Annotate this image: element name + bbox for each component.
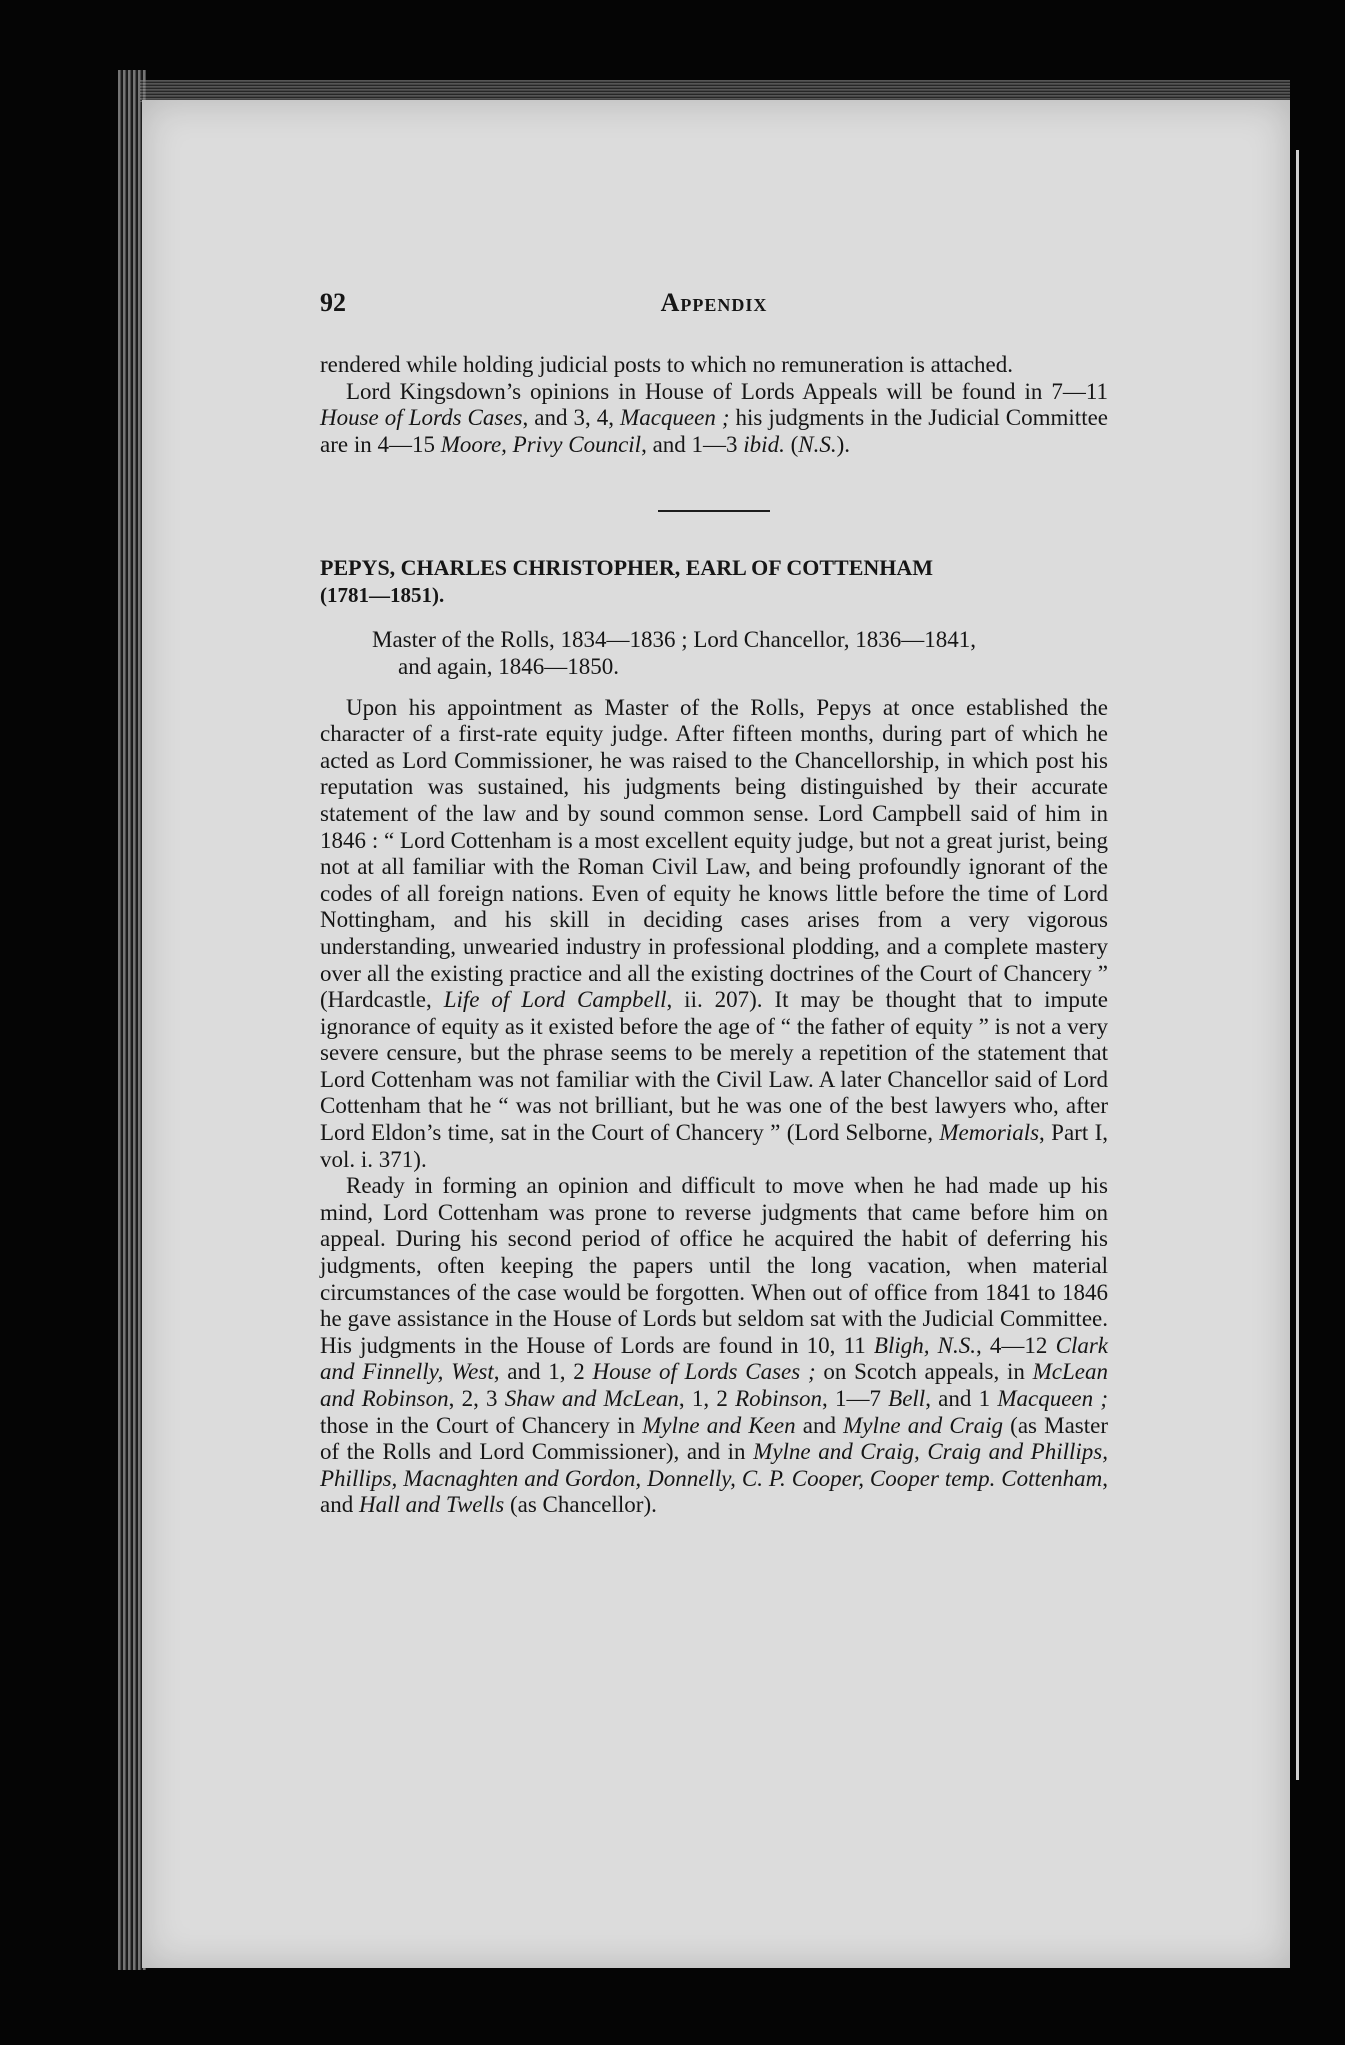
running-head: Appendix: [660, 288, 768, 317]
section-divider: [658, 510, 770, 512]
gutter-line: [1296, 150, 1299, 1780]
page-number: 92: [320, 288, 346, 317]
page-edge-top: [140, 80, 1290, 102]
entry-dates: (1781—1851).: [320, 583, 445, 608]
entry-paragraph-2: Ready in forming an opinion and difficult to move when he had made up his mind, Lord Cottenham was prone to reverse judgments that came before him on appeal. During his second period of office he acquired the habit of deferring his judgments, often keeping the papers until the long vacation, when material circumstances of the case would be forgotten. When out of office from 1841 to 1846 he gave assistance in the House of Lords but seldom sat with the Judicial Committee. His judgments in the House of Lords are found in 10, 11 Bligh, N.S., 4—12 Clark and Finnelly, West, and 1, 2 House of Lords Cases ; on Scotch appeals, in McLean and Robinson, 2, 3 Shaw and McLean, 1, 2 Robinson, 1—7 Bell, and 1 Macqueen ; those in the Court of Chancery in Mylne and Keen and Mylne and Craig (as Master of the Rolls and Lord Commissioner), and in Mylne and Craig, Craig and Phillips, Phillips, Macnaghten and Gordon, Donnelly, C. P. Cooper, Cooper temp. Cottenham, and Hall and Twells (as Chancellor).: [320, 1173, 1109, 1518]
kingsdown-citations-paragraph: Lord Kingsdown’s opinions in House of Lords Appeals will be found in 7—11 House of Lords Cases, and 3, 4, Macqueen ; his judgments in the Judicial Committee are in 4—15 Moore, Privy Council, and 1—3 ibid. (N.S.).: [320, 378, 1108, 457]
page-header: [320, 290, 1108, 330]
entry-offices: [372, 627, 1108, 680]
entry-paragraph-1: Upon his appointment as Master of the Rolls, Pepys at once established the character of a first-rate equity judge. After fifteen months, during part of which he acted as Lord Commissioner, he was raised to the Chancellorship, in which post his reputation was sustained, his judgments being distinguished by their accurate statement of the law and by sound common sense. Lord Campbell said of him in 1846 : “ Lord Cottenham is a most excellent equity judge, but not a great jurist, being not at all familiar with the Roman Civil Law, and being profoundly ignorant of the codes of all foreign nations. Even of equity he knows little before the time of Lord Nottingham, and his skill in deciding cases arises from a very vigorous understanding, unwearied industry in professional plodding, and a complete mastery over all the existing practice and all the existing doctrines of the Court of Chancery ” (Hardcastle, Life of Lord Campbell, ii. 207). It may be thought that to impute ignorance of equity as it existed before the age of “ the father of equity ” is not a very severe censure, but the phrase seems to be merely a repetition of the statement that Lord Cottenham was not familiar with the Civil Law. A later Chancellor said of Lord Cottenham that he “ was not brilliant, but he was one of the best lawyers who, after Lord Eldon’s time, sat in the Court of Chancery ” (Lord Selborne, Memorials, Part I, vol. i. 371).: [320, 694, 1108, 1172]
entry-name: PEPYS, CHARLES CHRISTOPHER, EARL OF COTTENHAM: [320, 555, 934, 581]
offices-line-1: Master of the Rolls, 1834—1836 ; Lord Chancellor, 1836—1841,: [372, 627, 977, 653]
offices-line-2: and again, 1846—1850.: [398, 653, 620, 679]
continuation-paragraph: rendered while holding judicial posts to which no remuneration is attached.: [320, 352, 1014, 377]
page-text: [320, 290, 1108, 1519]
entry-heading: [320, 554, 1108, 609]
